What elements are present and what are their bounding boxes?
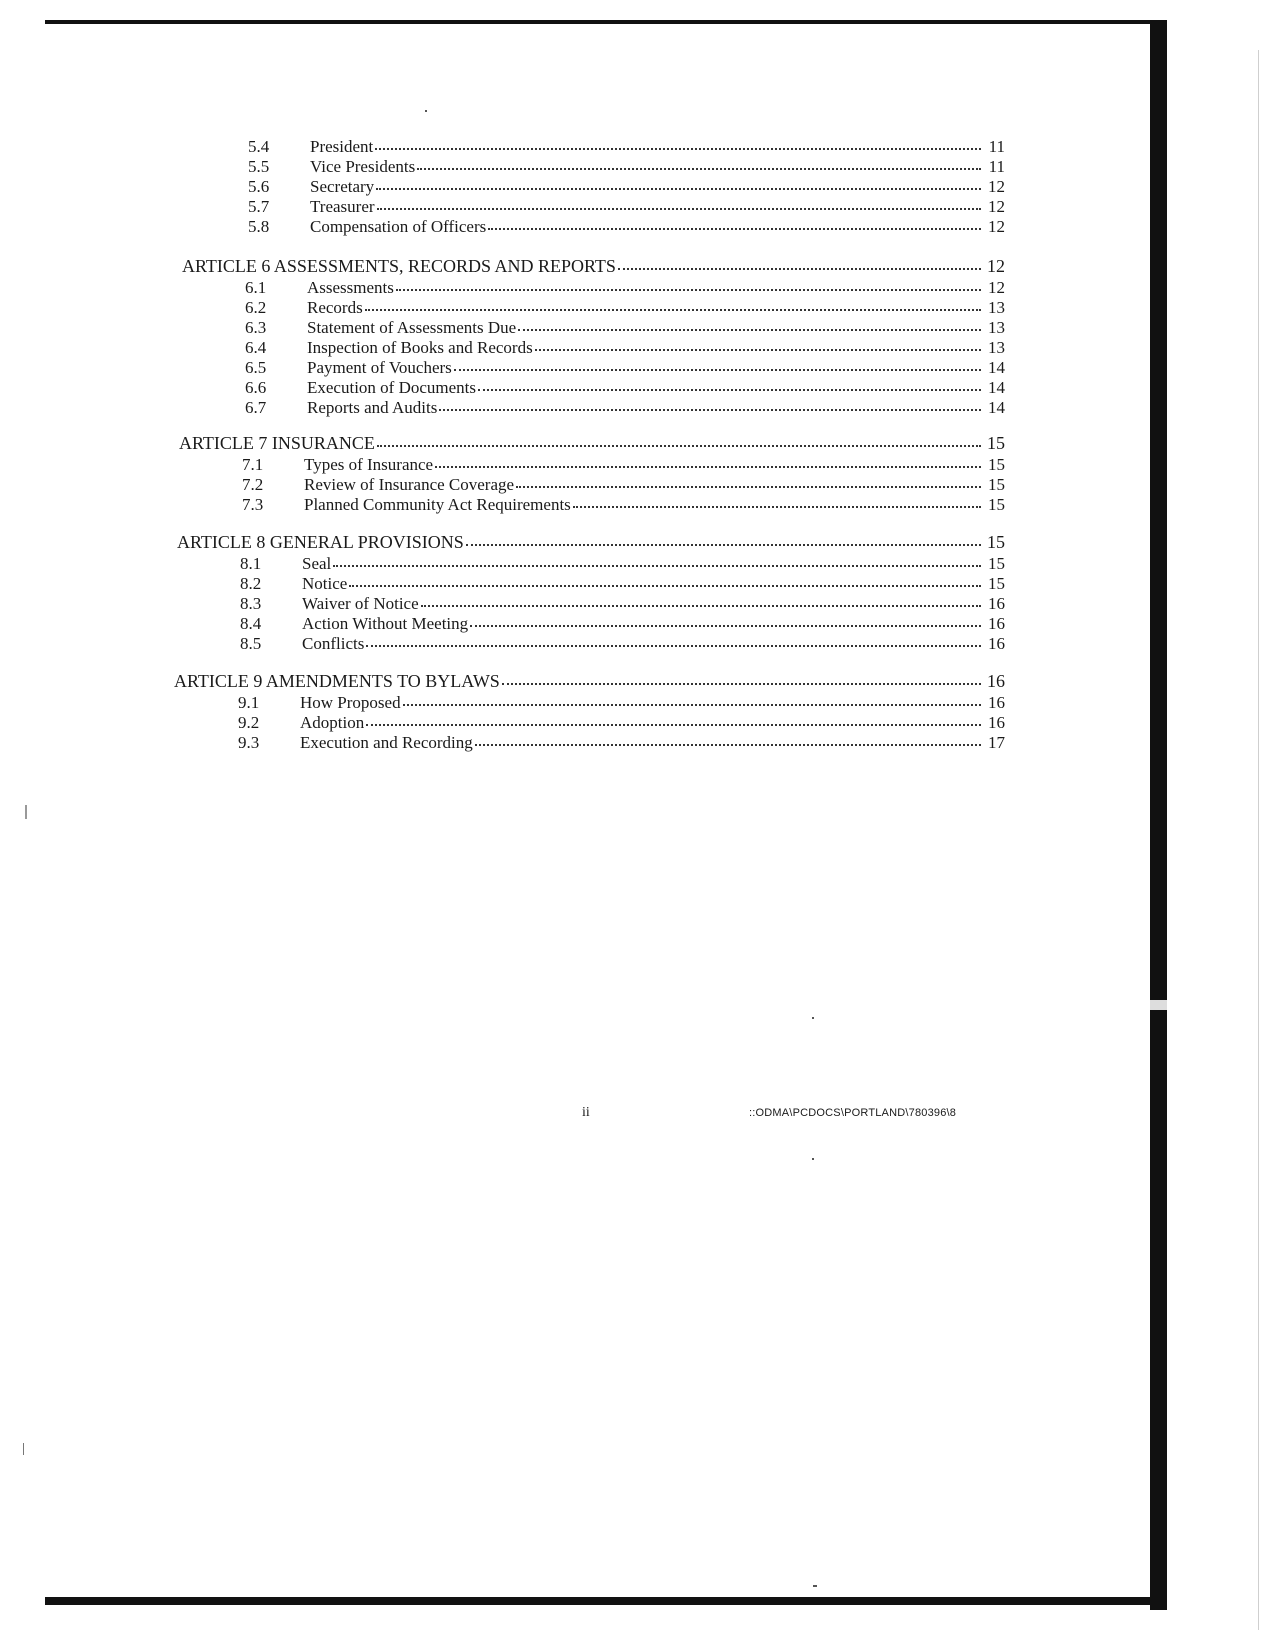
toc-entry-page: 16 [988, 614, 1005, 633]
toc-entry-number: 8.2 [240, 574, 262, 593]
toc-entry-title: Payment of Vouchers [307, 358, 452, 377]
toc-entry-page: 14 [988, 358, 1005, 377]
toc-entry-page: 11 [988, 137, 1005, 156]
toc-entry-number: 5.8 [248, 217, 270, 236]
toc-entry-title: Execution and Recording [300, 733, 473, 752]
toc-article-heading [179, 433, 1005, 453]
toc-entry-number: 7.1 [242, 455, 264, 474]
toc-entry-number: 7.3 [242, 495, 264, 514]
dot-leader [417, 154, 981, 170]
toc-entry-title: Review of Insurance Coverage [304, 475, 515, 494]
toc-entry-page: 12 [988, 197, 1005, 216]
dot-leader [535, 335, 981, 351]
toc-article-heading [177, 532, 1005, 552]
dot-leader [573, 492, 981, 508]
toc-entry-page: 16 [988, 634, 1005, 653]
toc-entry-page: 16 [988, 594, 1005, 613]
toc-entry-title: President [310, 137, 374, 156]
toc-article-title: ARTICLE 6 ASSESSMENTS, RECORDS AND REPORTS [182, 256, 616, 276]
footer-document-id: ::ODMA\PCDOCS\PORTLAND\780396\8 [749, 1107, 957, 1119]
toc-entry-title: Compensation of Officers [310, 217, 487, 236]
toc-entry-number: 7.2 [242, 475, 264, 494]
toc-entry-title: Conflicts [302, 634, 365, 653]
toc-entry [240, 633, 1005, 654]
toc-entry-page: 15 [988, 574, 1005, 593]
toc-entry-title: How Proposed [300, 693, 401, 712]
toc-entry-number: 8.1 [240, 554, 262, 573]
toc-entry-title: Seal [302, 554, 332, 573]
toc-entry-page: 12 [988, 278, 1005, 297]
toc-entry-page: 15 [988, 475, 1005, 494]
toc-entry-page: 17 [988, 733, 1005, 752]
dot-leader [333, 551, 981, 567]
toc-entry-title: Planned Community Act Requirements [304, 495, 571, 514]
toc-entry-number: 8.3 [240, 594, 262, 613]
toc-article-page: 15 [987, 433, 1005, 453]
toc-article-title: ARTICLE 7 INSURANCE [179, 433, 375, 453]
toc-entry [245, 397, 1005, 418]
toc-entry-page: 11 [988, 157, 1005, 176]
dot-leader [377, 431, 981, 447]
dot-leader [376, 174, 981, 190]
toc-entry-title: Action Without Meeting [302, 614, 469, 633]
toc-entry-title: Notice [302, 574, 348, 593]
toc-entry-number: 8.5 [240, 634, 262, 653]
toc-entry-title: Waiver of Notice [302, 594, 419, 613]
toc-entry-number: 6.7 [245, 398, 267, 417]
toc-entry-number: 6.2 [245, 298, 267, 317]
dot-leader [454, 355, 981, 371]
toc-entry-title: Treasurer [310, 197, 375, 216]
dot-leader [439, 395, 981, 411]
toc-entry [242, 494, 1005, 515]
dot-leader [365, 295, 981, 311]
dot-leader [475, 730, 981, 746]
dot-leader [466, 530, 981, 546]
toc-entry-number: 5.6 [248, 177, 270, 196]
toc-entry-number: 8.4 [240, 614, 262, 633]
toc-entry-page: 14 [988, 378, 1005, 397]
dot-leader [488, 214, 981, 230]
toc-entry-page: 15 [988, 455, 1005, 474]
toc-entry-title: Types of Insurance [304, 455, 434, 474]
dot-leader [403, 690, 981, 706]
dot-leader [349, 571, 981, 587]
toc-article-heading [174, 671, 1005, 691]
toc-entry-number: 9.1 [238, 693, 260, 712]
toc-entry-page: 12 [988, 217, 1005, 236]
dot-leader [396, 275, 981, 291]
toc-entry-page: 13 [988, 338, 1005, 357]
dot-leader [518, 315, 981, 331]
toc-entry-title: Inspection of Books and Records [307, 338, 533, 357]
toc-entry-number: 5.5 [248, 157, 270, 176]
dot-leader [470, 611, 981, 627]
dot-leader [516, 472, 981, 488]
toc-article-page: 12 [987, 256, 1005, 276]
toc-article-title: ARTICLE 8 GENERAL PROVISIONS [177, 532, 464, 552]
toc-entry-title: Records [307, 298, 363, 317]
dot-leader [502, 669, 981, 685]
toc-entry-number: 6.3 [245, 318, 267, 337]
toc-entry-page: 15 [988, 495, 1005, 514]
toc-entry-page: 13 [988, 318, 1005, 337]
toc-entry-title: Reports and Audits [307, 398, 438, 417]
toc-entry-title: Assessments [307, 278, 394, 297]
dot-leader [478, 375, 981, 391]
toc-entry [248, 216, 1005, 237]
toc-article-heading [182, 256, 1005, 276]
toc-entry-number: 6.6 [245, 378, 267, 397]
dot-leader [366, 710, 981, 726]
toc-entry-number: 9.2 [238, 713, 260, 732]
toc-entry-title: Statement of Assessments Due [307, 318, 517, 337]
toc-entry-page: 14 [988, 398, 1005, 417]
toc-entry-number: 5.7 [248, 197, 270, 216]
toc-article-page: 15 [987, 532, 1005, 552]
toc-entry-title: Secretary [310, 177, 375, 196]
toc-entry-title: Adoption [300, 713, 365, 732]
toc-entry-title: Execution of Documents [307, 378, 477, 397]
toc-entry-number: 6.1 [245, 278, 267, 297]
toc-entry-number: 6.4 [245, 338, 267, 357]
toc-entry-number: 9.3 [238, 733, 260, 752]
toc-entry-page: 12 [988, 177, 1005, 196]
dot-leader [421, 591, 981, 607]
dot-leader [375, 134, 981, 150]
toc-entry-number: 5.4 [248, 137, 270, 156]
toc-entry-page: 16 [988, 713, 1005, 732]
dot-leader [377, 194, 981, 210]
dot-leader [435, 452, 981, 468]
toc-article-title: ARTICLE 9 AMENDMENTS TO BYLAWS [174, 671, 500, 691]
toc-entry-page: 15 [988, 554, 1005, 573]
dot-leader [618, 254, 981, 270]
footer-page-number: ii [582, 1105, 590, 1120]
toc-article-page: 16 [987, 671, 1005, 691]
dot-leader [366, 631, 981, 647]
toc-entry [238, 732, 1005, 753]
toc-entry-number: 6.5 [245, 358, 267, 377]
toc-entry-page: 13 [988, 298, 1005, 317]
toc-entry-title: Vice Presidents [310, 157, 416, 176]
toc-entry-page: 16 [988, 693, 1005, 712]
